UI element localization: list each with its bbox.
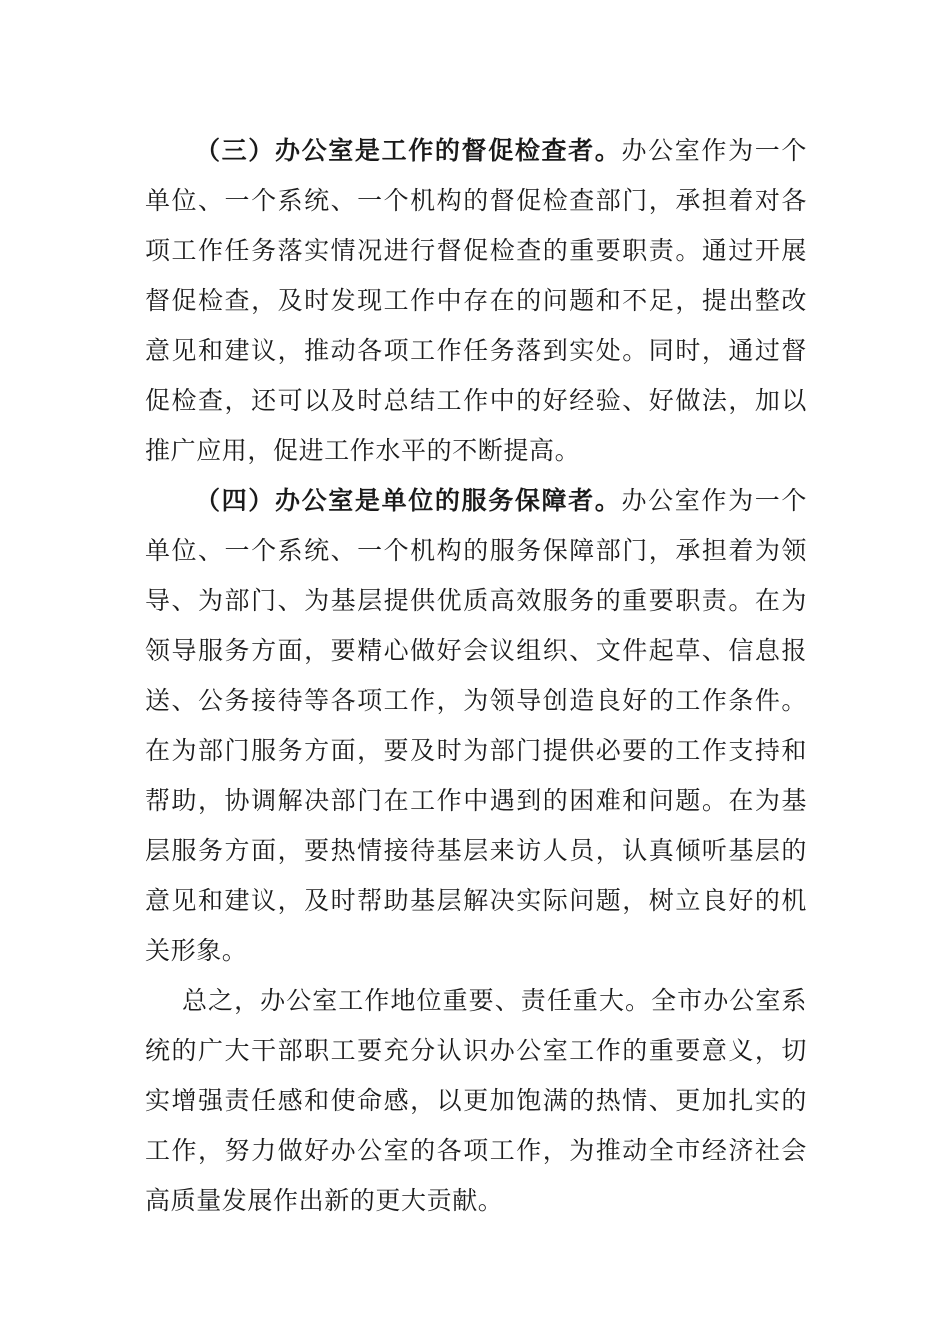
paragraph-text: 办公室作为一个单位、一个系统、一个机构的服务保障部门，承担着为领导、为部门、为基层提供优质高效服务的重要职责。在为领导服务方面，要精心做好会议组织、文件起草、信息报送、公务接待等各项工作，为领导创造良好的工作条件。在为部门服务方面，要及时为部门提供必要的工作支持和帮助，协调解决部门在工作中遇到的困难和问题。在为基层服务方面，要热情接待基层来访人员，认真倾听基层的意见和建议，及时帮助基层解决实际问题，树立良好的机关形象。 <box>145 486 807 965</box>
paragraph-heading: （三）办公室是工作的督促检查者。 <box>195 136 622 165</box>
paragraph-conclusion <box>145 976 807 1226</box>
document-body <box>145 126 807 1226</box>
paragraph-service <box>145 476 807 976</box>
paragraph-supervision <box>145 126 807 476</box>
paragraph-heading: （四）办公室是单位的服务保障者。 <box>195 486 622 515</box>
paragraph-text: 总之，办公室工作地位重要、责任重大。全市办公室系统的广大干部职工要充分认识办公室工作的重要意义，切实增强责任感和使命感，以更加饱满的热情、更加扎实的工作，努力做好办公室的各项工作，为推动全市经济社会高质量发展作出新的更大贡献。 <box>145 986 807 1215</box>
paragraph-text: 办公室作为一个单位、一个系统、一个机构的督促检查部门，承担着对各项工作任务落实情况进行督促检查的重要职责。通过开展督促检查，及时发现工作中存在的问题和不足，提出整改意见和建议，推动各项工作任务落到实处。同时，通过督促检查，还可以及时总结工作中的好经验、好做法，加以推广应用，促进工作水平的不断提高。 <box>145 136 807 465</box>
